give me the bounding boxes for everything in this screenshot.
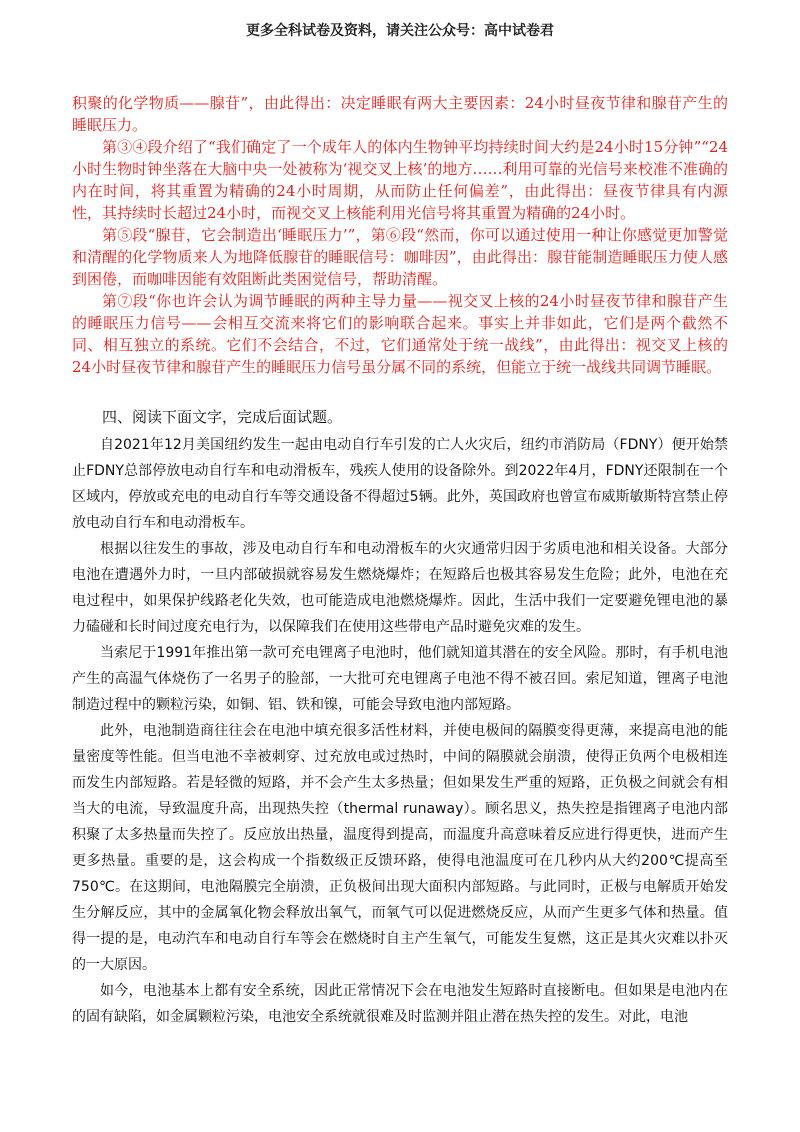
section-title: 四、阅读下面文字，完成后面试题。 — [102, 408, 343, 426]
body-paragraph: 如今，电池基本上都有安全系统，因此正常情况下会在电池发生短路时直接断电。但如果是电池内在的固有缺陷，如金属颗粒污染，电池安全系统就很难及时监测并阻止潜在热失控的发生。对此，电池 — [72, 983, 728, 1025]
page-content — [72, 92, 728, 1030]
page-header: 更多全科试卷及资料，请关注公众号：高中试卷君 — [246, 23, 554, 39]
body-paragraph: 此外，电池制造商往往会在电池中填充很多活性材料，并使电极间的隔膜变得更薄，来提高电池的能量密度等性能。但当电池不幸被刺穿、过充放电或过热时，中间的隔膜就会崩溃，使得正负两个电极相连而发生内部短路。若是轻微的短路，并不会产生太多热量；但如果发生严重的短路，正负极之间就会有相当大的电流，导致温度升高，出现热失控（thermal runaway）。顾名思义，热失控是指锂离子电池内部积聚了太多热量而失控了。反应放出热量，温度得到提高，而温度升高意味着反应进行得更快，进而产生更多热量。重要的是，这会构成一个指数级正反馈环路，使得电池温度可在几秒内从大约200℃提高至750℃。在这期间，电池隔膜完全崩溃，正负极间出现大面积内部短路。与此同时，正极与电解质开始发生分解反应，其中的金属氧化物会释放出氧气，而氧气可以促进燃烧反应，从而产生更多气体和热量。值得一提的是，电动汽车和电动自行车等会在燃烧时自主产生氧气，可能发生复燃，这正是其火灾难以扑灭的一大原因。 — [72, 723, 728, 973]
answer-analysis — [72, 92, 728, 378]
answer-paragraph: 积聚的化学物质——腺苷”，由此得出：决定睡眠有两大主要因素：24小时昼夜节律和腺苷产生的睡眠压力。 — [72, 94, 728, 134]
reading-section — [72, 404, 728, 1030]
body-paragraph: 当索尼于1991年推出第一款可充电锂离子电池时，他们就知道其潜在的安全风险。那时，有手机电池产生的高温气体烧伤了一名男子的脸部，一大批可充电锂离子电池不得不被召回。索尼知道，锂离子电池制造过程中的颗粒污染，如铜、铝、铁和镍，可能会导致电池内部短路。 — [72, 645, 728, 713]
body-paragraph: 根据以往发生的事故，涉及电动自行车和电动滑板车的火灾通常归因于劣质电池和相关设备。大部分电池在遭遇外力时，一旦内部破损就容易发生燃烧爆炸；在短路后也极其容易发生危险；此外，电池在充电过程中，如果保护线路老化失效，也可能造成电池燃烧爆炸。因此，生活中我们一定要避免锂电池的暴力磕碰和长时间过度充电行为，以保障我们在使用这些带电产品时避免灾难的发生。 — [72, 541, 728, 635]
answer-paragraph: 第③④段介绍了“我们确定了一个成年人的体内生物钟平均持续时间大约是24小时15分钟”“24小时生物时钟坐落在大脑中央一处被称为‘视交叉上核’的地方……利用可靠的光信号来校准不准确的内在时间，将其重置为精确的24小时周期，从而防止任何偏差”，由此得出：昼夜节律具有内源性，其持续时长超过24小时，而视交叉上核能利用光信号将其重置为精确的24小时。 — [72, 138, 728, 222]
answer-paragraph: 第⑤段“腺苷，它会制造出‘睡眠压力’”，第⑥段“然而，你可以通过使用一种让你感觉更加警觉和清醒的化学物质来人为地降低腺苷的睡眠信号：咖啡因”，由此得出：腺苷能制造睡眠压力使人感到困倦，而咖啡因能有效阻断此类困觉信号，帮助清醒。 — [72, 226, 728, 288]
answer-paragraph: 第⑦段“你也许会认为调节睡眠的两种主导力量——视交叉上核的24小时昼夜节律和腺苷产生的睡眠压力信号——会相互交流来将它们的影响联合起来。事实上并非如此，它们是两个截然不同、相互独立的系统。它们不会结合，不过，它们通常处于统一战线”，由此得出：视交叉上核的24小时昼夜节律和腺苷产生的睡眠压力信号虽分属不同的系统，但能立于统一战线共同调节睡眠。 — [72, 292, 728, 376]
body-paragraph: 自2021年12月美国纽约发生一起由电动自行车引发的亡人火灾后，纽约市消防局（FDNY）便开始禁止FDNY总部停放电动自行车和电动滑板车，残疾人使用的设备除外。到2022年4月，FDNY还限制在一个区域内，停放或充电的电动自行车等交通设备不得超过5辆。此外，英国政府也曾宣布威斯敏斯特宫禁止停放电动自行车和电动滑板车。 — [72, 437, 728, 531]
